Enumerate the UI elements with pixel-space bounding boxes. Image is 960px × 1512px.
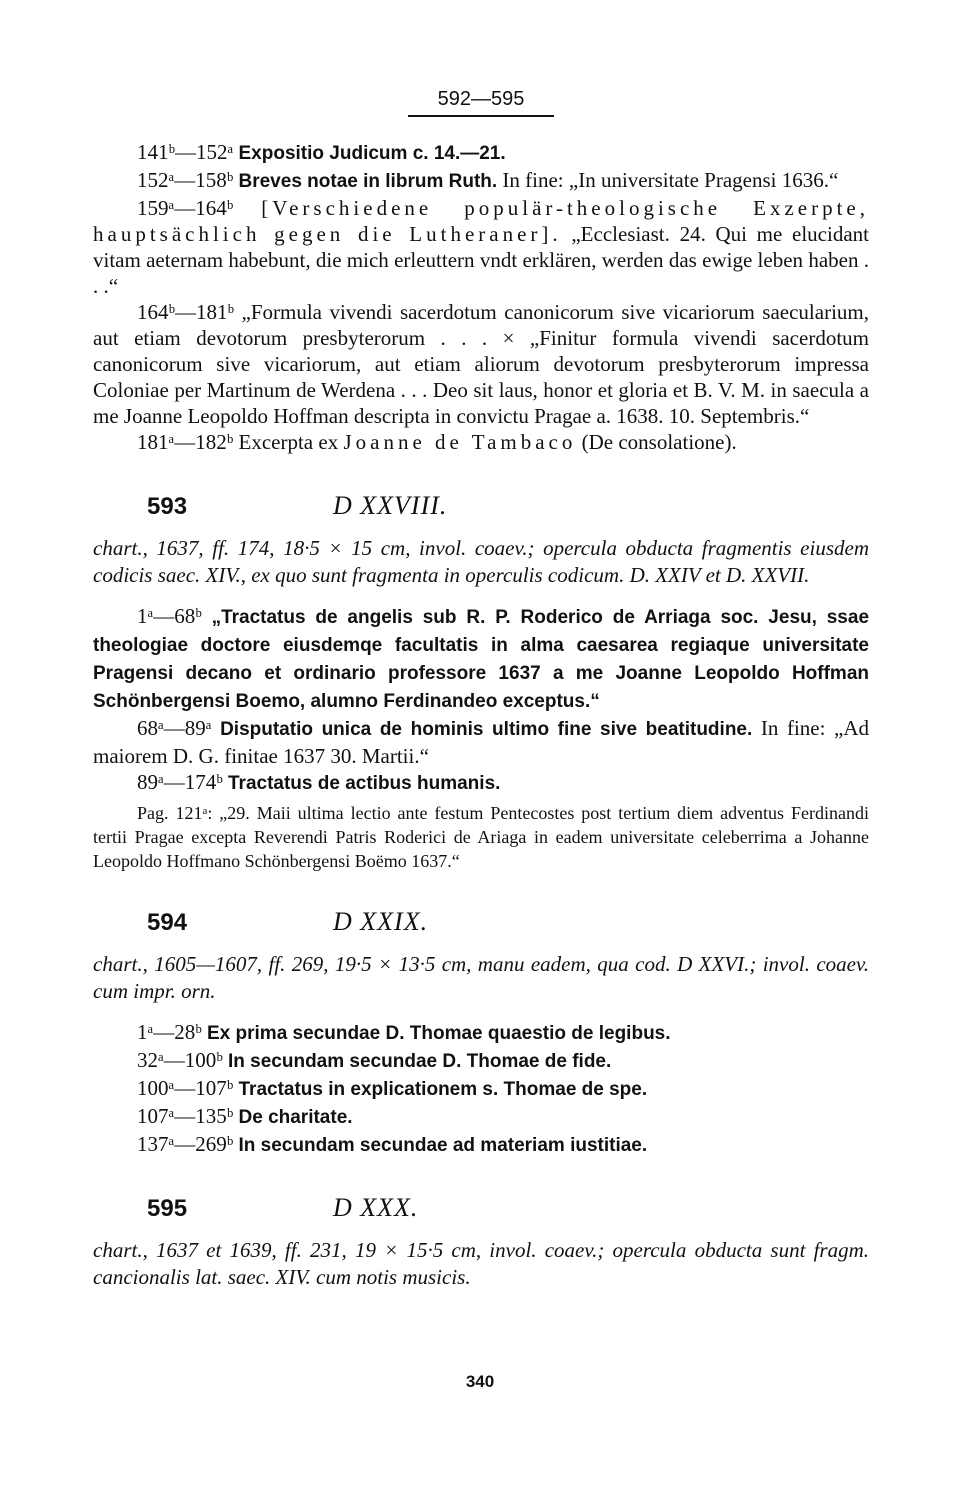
codex-594-contents [93, 1019, 869, 1159]
entry-text: (De consolatione). [581, 430, 737, 454]
header-range: 592—595 [437, 88, 525, 110]
entry-592-5 [93, 429, 869, 455]
page-body [93, 88, 869, 1305]
page-number: 340 [465, 1372, 495, 1391]
codex-593-description: chart., 1637, ff. 174, 18·5 × 15 cm, invol. coaev.; opercula obducta fragmentis eiusdem codicis saec. XIV., ex quo sunt fragmenta in operculis codicum. D. XXIV et D. XXVII. [93, 536, 869, 587]
list-item [93, 1131, 869, 1159]
entry-593-3 [93, 769, 869, 797]
folio: 159ᵃ—164ᵇ [137, 196, 234, 220]
entry-text: „Formula vivendi sacerdotum canonicorum sive vicariorum saecularium, aut etiam devotorum presbyterorum . . . × „Finitur formula vivendi sacerdotum canonicorum sive vicariorum, aut etiam aliorum devotorum presbyterorum impressa Coloniae per Martinum de Werdena . . . Deo sit laus, honor et gloria et B. V. M. in saecula a me Joanne Leopoldo Hoffman descripta in convictu Pragae a. 1638. 10. Septembris.“ [93, 300, 870, 428]
entry-title: De charitate. [238, 1107, 353, 1128]
entry-593-1 [93, 603, 869, 715]
entry-title: [Verschiedene populär-theologische Exzerpte, hauptsächlich gegen die Lutheraner]. [93, 196, 869, 246]
entry-592-2 [93, 167, 869, 195]
entry-text: Excerpta ex [238, 430, 339, 454]
entry-title: Tractatus in explicationem s. Thomae de spe. [238, 1079, 648, 1100]
folio: 152ᵃ—158ᵇ [137, 168, 234, 192]
entry-592-3 [93, 195, 869, 299]
running-header [93, 88, 869, 117]
folio: 32ᵃ—100ᵇ [137, 1048, 223, 1072]
folio: 1ᵃ—68ᵇ [137, 604, 202, 628]
entry-title: Breves notae in librum Ruth. [238, 171, 498, 192]
codex-signature: D XXX. [333, 1193, 419, 1222]
list-item [93, 1019, 869, 1047]
folio: 107ᵃ—135ᵇ [137, 1104, 234, 1128]
codex-number: 595 [147, 1195, 188, 1222]
folio: 141ᵇ—152ᵃ [137, 140, 234, 164]
folio: 89ᵃ—174ᵇ [137, 770, 223, 794]
folio: 137ᵃ—269ᵇ [137, 1132, 234, 1156]
codex-signature: D XXIX. [333, 907, 429, 936]
list-item [93, 1103, 869, 1131]
folio: 68ᵃ—89ᵃ [137, 716, 212, 740]
codex-593-heading [93, 491, 869, 521]
entry-text: In fine: „In universitate Pragensi 1636.“ [497, 168, 839, 192]
entry-592-1 [93, 139, 869, 167]
codex-594-description: chart., 1605—1607, ff. 269, 19·5 × 13·5 cm, manu eadem, qua cod. D XXVI.; invol. coaev. cum impr. orn. [93, 952, 869, 1003]
codex-signature: D XXVIII. [333, 491, 448, 520]
codex-number: 594 [147, 909, 188, 936]
entry-text: „Ecclesiast. 24. Qui me elucidant vitam aeternam habebunt, die mich erleuttern vndt erklären, werden das ewige leben haben . . .“ [93, 222, 869, 298]
entry-title: „Tractatus de angelis sub R. P. Roderico de Arriaga soc. Jesu, ssae theologiae doctore eiusdemqe facultatis in alma caesarea regiaque universitate Pragensi decano et ordinario professore 1637 a me Joanne Leopoldo Hoffman Schönbergensi Boemo, alumno Ferdinandeo exceptus.“ [93, 607, 870, 712]
entry-title: In secundam secundae ad materiam iustitiae. [238, 1135, 648, 1156]
folio: 1ᵃ—28ᵇ [137, 1020, 202, 1044]
author-name: Joanne de Tambaco [343, 430, 577, 454]
entry-592-4 [93, 299, 869, 429]
folio: 164ᵇ—181ᵇ [137, 300, 235, 324]
codex-595-description: chart., 1637 et 1639, ff. 231, 19 × 15·5 cm, invol. coaev.; opercula obducta sunt fragm. cancionalis lat. saec. XIV. cum notis musicis. [93, 1238, 869, 1289]
codex-594-heading [93, 907, 869, 937]
entry-title: Disputatio unica de hominis ultimo fine sive beatitudine. [220, 719, 753, 740]
entry-title: Tractatus de actibus humanis. [228, 773, 501, 794]
folio: 181ᵃ—182ᵇ [137, 430, 234, 454]
folio: 100ᵃ—107ᵇ [137, 1076, 234, 1100]
codex-595-heading [93, 1193, 869, 1223]
entry-text: In fine: „Ad maiorem D. G. finitae 1637 30. Martii.“ [93, 716, 870, 768]
codex-593-note: Pag. 121ᵃ: „29. Maii ultima lectio ante festum Pentecostes post tertium diem adventus Ferdinandi tertii Pragae excepta Reverendi Patris Roderici de Ariaga in eadem universitate celeberrima a Johanne Leopoldo Hoffmano Schönbergensi Boëmo 1637.“ [93, 803, 869, 871]
list-item [93, 1047, 869, 1075]
entry-title: Expositio Judicum c. 14.—21. [238, 143, 506, 164]
entry-593-2 [93, 715, 869, 769]
entry-title: In secundam secundae D. Thomae de fide. [228, 1051, 612, 1072]
list-item [93, 1075, 869, 1103]
entry-title: Ex prima secundae D. Thomae quaestio de legibus. [207, 1023, 671, 1044]
codex-number: 593 [147, 493, 188, 520]
